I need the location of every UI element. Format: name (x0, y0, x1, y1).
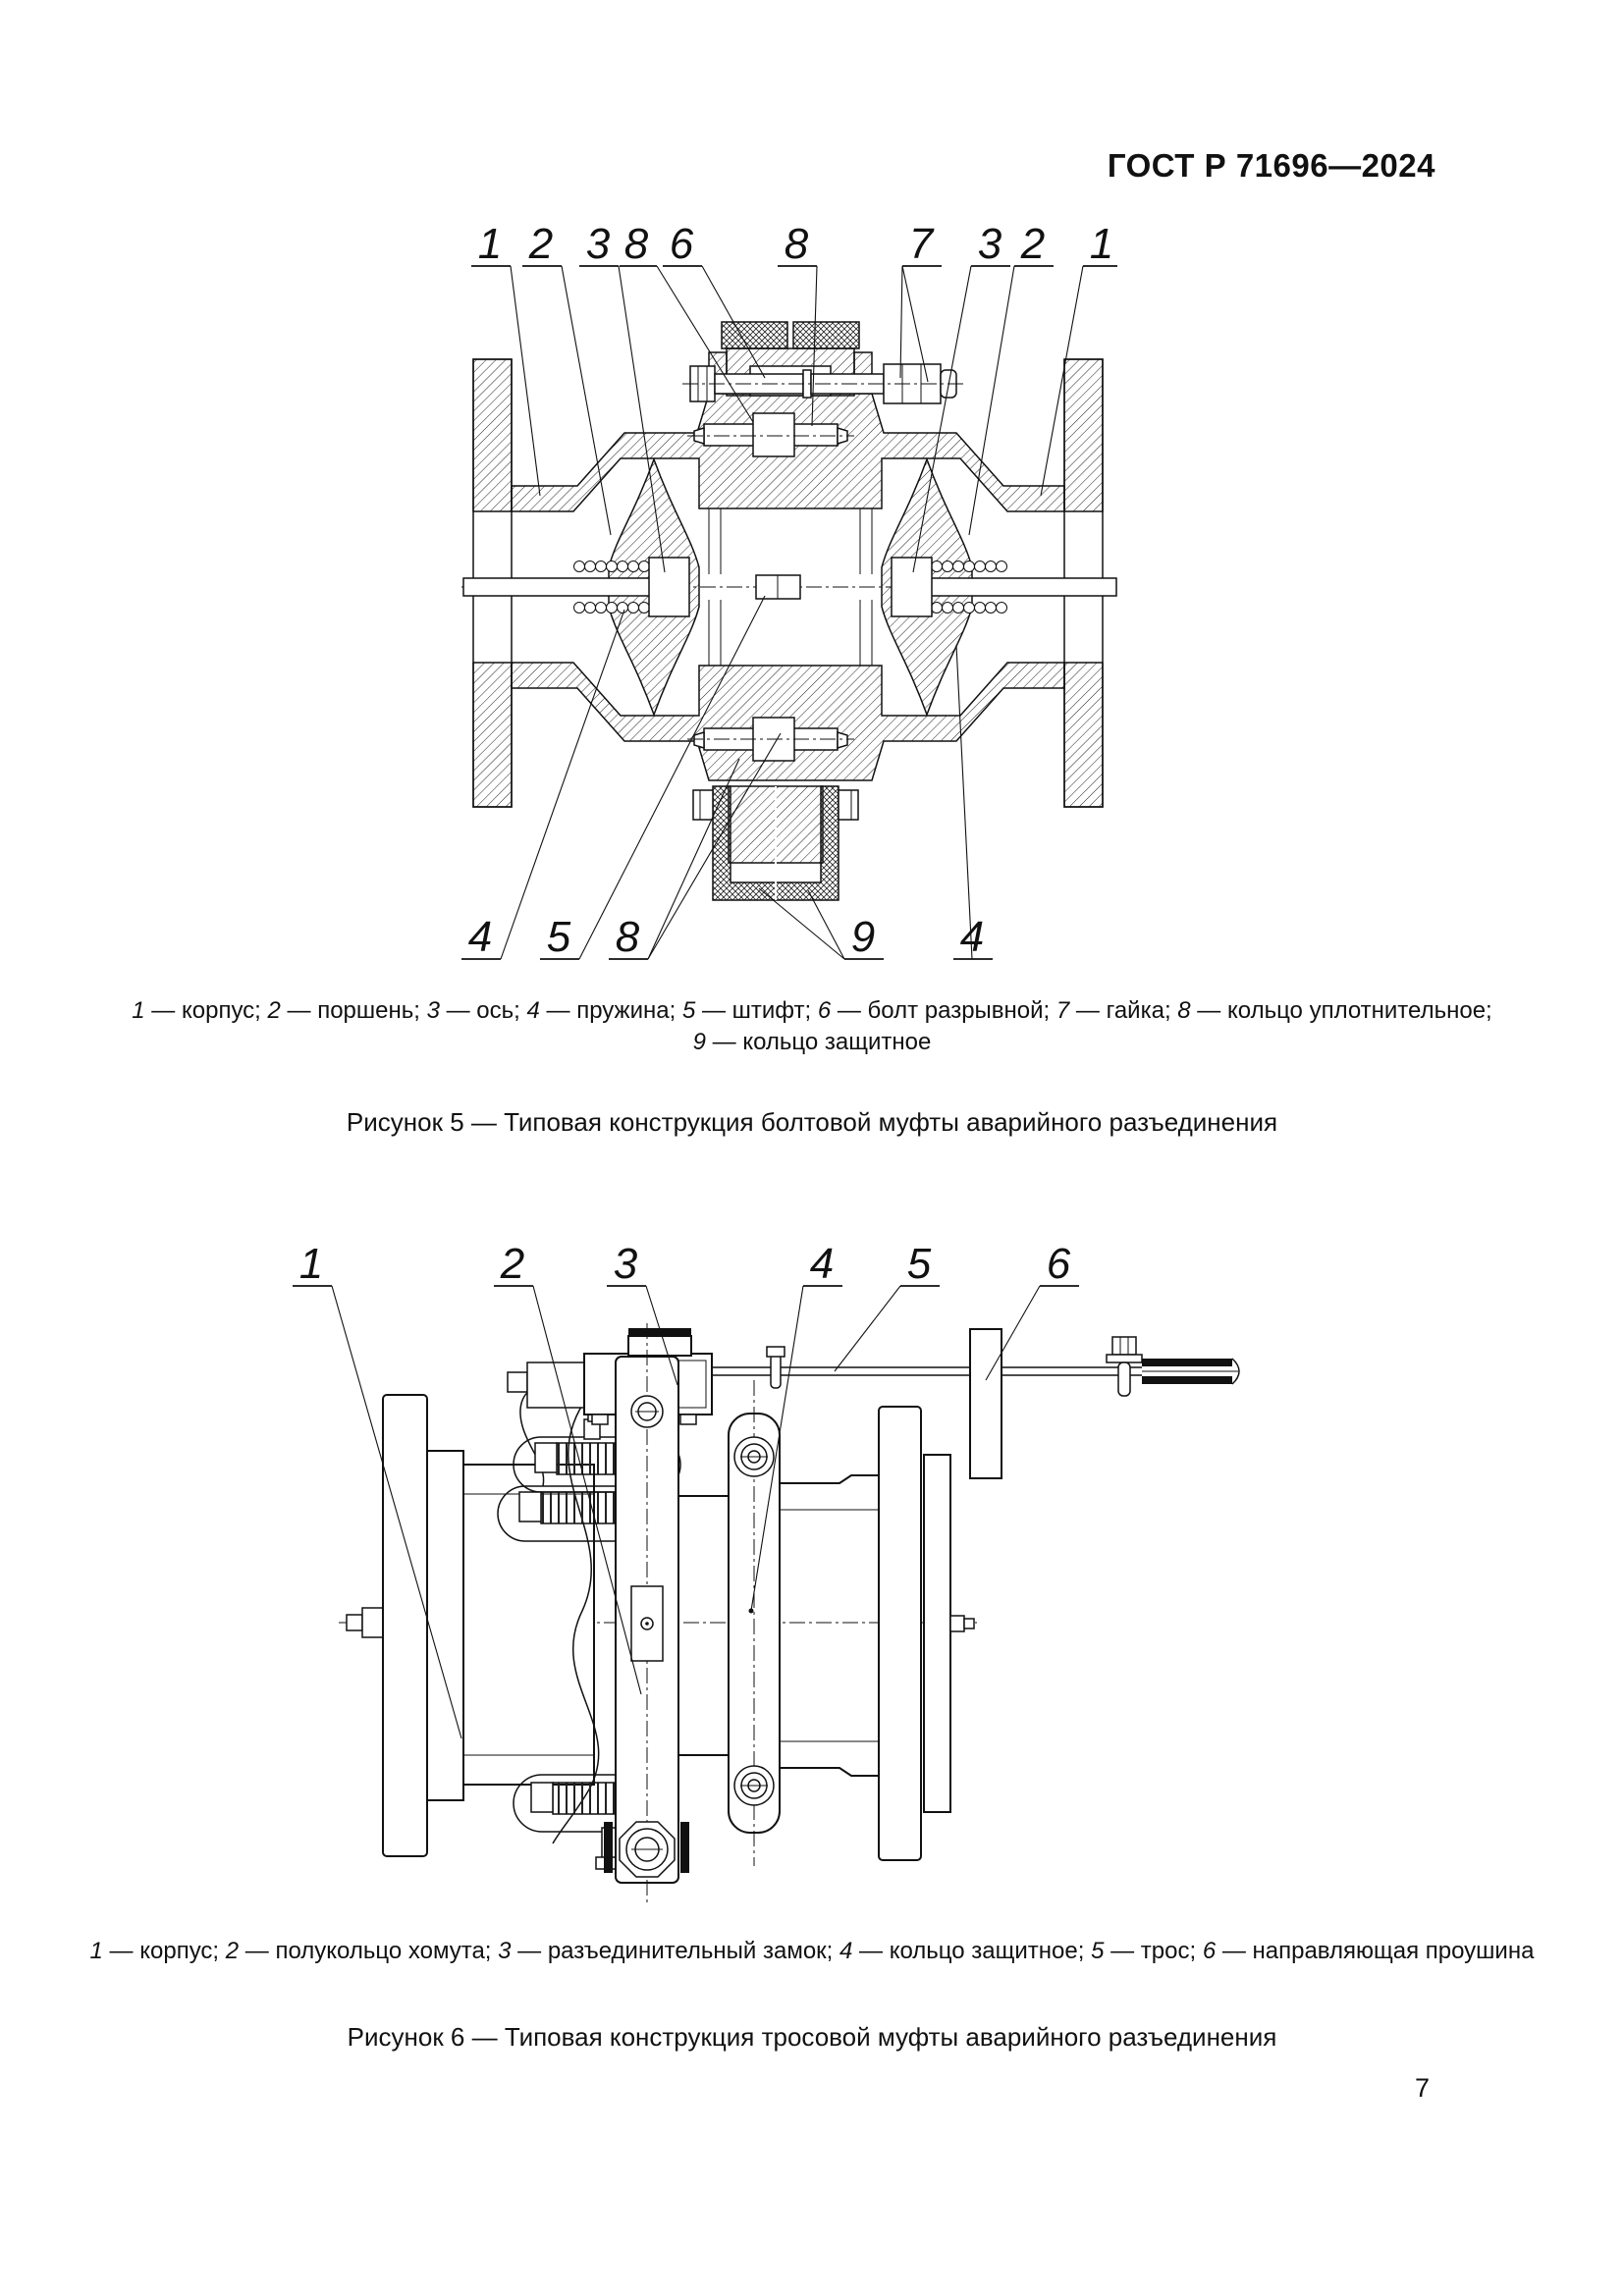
figure5-legend-line1: 1 — корпус; 2 — поршень; 3 — ось; 4 — пружина; 5 — штифт; 6 — болт разрывной; 7 — гайка; 8 — кольцо уплотнительное; (132, 997, 1492, 1024)
breakaway-bolt-assembly-top (682, 322, 967, 403)
svg-text:3: 3 (977, 220, 1002, 268)
svg-text:6: 6 (1046, 1240, 1071, 1288)
cable-bolt-fitting (1107, 1337, 1142, 1396)
svg-text:4: 4 (467, 913, 493, 961)
figure6-legend (83, 1936, 1541, 1967)
callout (835, 1240, 940, 1371)
svg-text:2: 2 (1020, 220, 1046, 268)
svg-text:5: 5 (546, 913, 571, 961)
callout (900, 220, 942, 382)
svg-text:3: 3 (613, 1240, 638, 1288)
knurled-cap-right (793, 322, 859, 348)
page-number: 7 (1414, 2073, 1430, 2103)
svg-text:1: 1 (477, 220, 503, 268)
svg-text:1: 1 (298, 1240, 324, 1288)
shear-pin (756, 575, 800, 599)
ring-bolt-top (734, 1437, 774, 1476)
svg-text:8: 8 (615, 913, 640, 961)
svg-text:2: 2 (500, 1240, 525, 1288)
svg-text:8: 8 (784, 220, 809, 268)
svg-text:9: 9 (850, 913, 876, 961)
svg-text:8: 8 (623, 220, 649, 268)
side-bolt-right (839, 790, 858, 820)
svg-text:1: 1 (1089, 220, 1114, 268)
figure5-drawing (461, 220, 1117, 985)
svg-text:5: 5 (906, 1240, 932, 1288)
knurled-cap-left (722, 322, 787, 348)
figure5-caption: Рисунок 5 — Типовая конструкция болтовой муфты аварийного разъединения (346, 1107, 1278, 1137)
right-flange (879, 1407, 974, 1860)
protective-ring-strap (729, 1380, 780, 1866)
figure6-drawing (290, 1233, 1272, 1910)
ring-bolt-bottom (734, 1766, 774, 1805)
strap-top-bolt (631, 1396, 663, 1427)
left-stub (347, 1608, 383, 1637)
svg-text:4: 4 (809, 1240, 835, 1288)
guide-eyelet (970, 1329, 1001, 1478)
svg-text:4: 4 (959, 913, 985, 961)
svg-text:7: 7 (908, 220, 934, 268)
svg-text:2: 2 (528, 220, 554, 268)
side-bolt-left (693, 790, 713, 820)
release-lock (508, 1328, 712, 1424)
figure6-caption: Рисунок 6 — Типовая конструкция тросовой муфты аварийного разъединения (347, 2022, 1277, 2052)
figure5-legend-line2: 9 — кольцо защитное (692, 1028, 932, 1055)
svg-text:3: 3 (585, 220, 611, 268)
figure5-legend (83, 995, 1541, 1057)
clamp-half-ring (604, 1323, 689, 1904)
document-header: ГОСТ Р 71696—2024 (1107, 147, 1435, 184)
protective-ring (693, 786, 858, 900)
svg-text:6: 6 (669, 220, 694, 268)
figure6-legend-line: 1 — корпус; 2 — полукольцо хомута; 3 — разъединительный замок; 4 — кольцо защитное; 5 — трос; 6 — направляющая проушина (89, 1938, 1535, 1964)
